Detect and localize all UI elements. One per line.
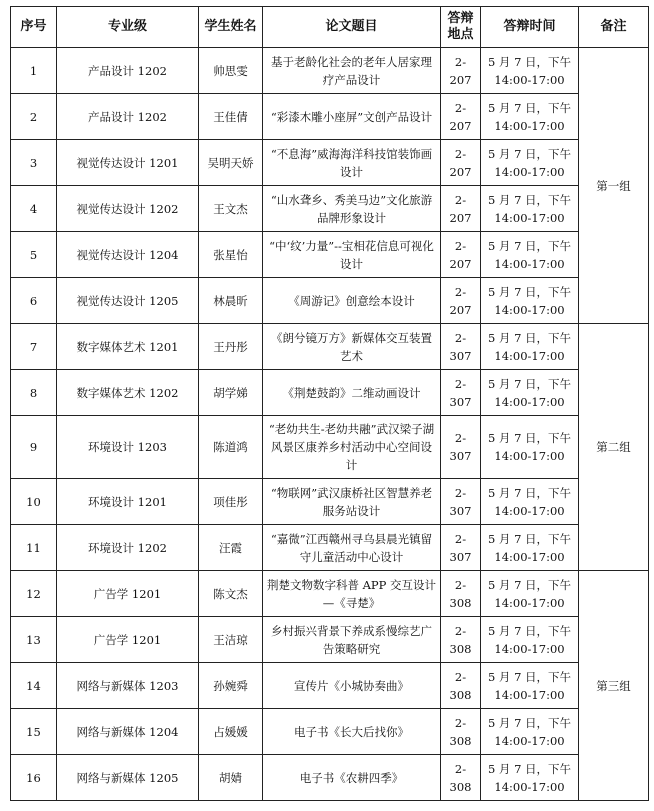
- time-date: 5 月 7 日，下午: [487, 531, 572, 546]
- row-time: [481, 48, 579, 94]
- row-index: 12: [11, 571, 57, 617]
- table-row: [11, 617, 649, 663]
- row-major: 广告学 1201: [57, 617, 199, 663]
- row-title: “老幼共生-老幼共融”武汉梁子湖风景区康养乡村活动中心空间设计: [263, 416, 441, 479]
- row-student: 帅思雯: [199, 48, 263, 94]
- row-title: 电子书《农耕四季》: [263, 755, 441, 801]
- row-title: 荆楚文物数字科普 APP 交互设计—《寻楚》: [263, 571, 441, 617]
- time-date: 5 月 7 日，下午: [487, 669, 572, 684]
- row-student: 王洁琼: [199, 617, 263, 663]
- time-date: 5 月 7 日，下午: [487, 100, 572, 115]
- row-student: 吴明天娇: [199, 140, 263, 186]
- row-time: [481, 370, 579, 416]
- row-room: 2-308: [441, 755, 481, 801]
- table-row: [11, 525, 649, 571]
- row-time: [481, 617, 579, 663]
- time-date: 5 月 7 日，下午: [487, 623, 572, 638]
- time-date: 5 月 7 日，下午: [487, 761, 572, 776]
- row-time: [481, 571, 579, 617]
- row-time: [481, 278, 579, 324]
- row-time: [481, 416, 579, 479]
- time-range: 14:00-17:00: [494, 394, 565, 409]
- row-room: 2-308: [441, 617, 481, 663]
- row-room: 2-207: [441, 48, 481, 94]
- defense-schedule-table: [10, 6, 649, 801]
- row-index: 10: [11, 479, 57, 525]
- row-room: 2-207: [441, 94, 481, 140]
- row-title: “彩漆木雕小座屏”文创产品设计: [263, 94, 441, 140]
- row-title: 宣传片《小城协奏曲》: [263, 663, 441, 709]
- table-row: [11, 416, 649, 479]
- row-student: 孙婉舜: [199, 663, 263, 709]
- row-title: “嘉微”江西赣州寻乌县晨光镇留守儿童活动中心设计: [263, 525, 441, 571]
- row-student: 汪霞: [199, 525, 263, 571]
- row-title: “物联网”武汉康桥社区智慧养老服务站设计: [263, 479, 441, 525]
- row-time: [481, 94, 579, 140]
- row-student: 张星怡: [199, 232, 263, 278]
- row-time: [481, 755, 579, 801]
- time-range: 14:00-17:00: [494, 687, 565, 702]
- time-range: 14:00-17:00: [494, 210, 565, 225]
- row-index: 7: [11, 324, 57, 370]
- row-time: [481, 479, 579, 525]
- table-row: [11, 571, 649, 617]
- table-row: [11, 663, 649, 709]
- row-major: 数字媒体艺术 1201: [57, 324, 199, 370]
- table-row: [11, 278, 649, 324]
- time-date: 5 月 7 日，下午: [487, 146, 572, 161]
- row-room: 2-207: [441, 140, 481, 186]
- time-date: 5 月 7 日，下午: [487, 330, 572, 345]
- row-index: 1: [11, 48, 57, 94]
- row-index: 8: [11, 370, 57, 416]
- table-row: [11, 370, 649, 416]
- table-row: [11, 232, 649, 278]
- time-range: 14:00-17:00: [494, 595, 565, 610]
- row-major: 广告学 1201: [57, 571, 199, 617]
- row-time: [481, 232, 579, 278]
- table-row: [11, 140, 649, 186]
- row-room: 2-307: [441, 479, 481, 525]
- time-date: 5 月 7 日，下午: [487, 238, 572, 253]
- header-student: 学生姓名: [199, 7, 263, 48]
- row-major: 产品设计 1202: [57, 94, 199, 140]
- row-student: 陈文杰: [199, 571, 263, 617]
- row-index: 16: [11, 755, 57, 801]
- row-major: 环境设计 1201: [57, 479, 199, 525]
- header-major: 专业级: [57, 7, 199, 48]
- row-index: 3: [11, 140, 57, 186]
- row-time: [481, 525, 579, 571]
- row-major: 网络与新媒体 1204: [57, 709, 199, 755]
- time-date: 5 月 7 日，下午: [487, 376, 572, 391]
- row-major: 视觉传达设计 1204: [57, 232, 199, 278]
- row-major: 环境设计 1203: [57, 416, 199, 479]
- row-major: 网络与新媒体 1203: [57, 663, 199, 709]
- row-room: 2-307: [441, 416, 481, 479]
- row-major: 网络与新媒体 1205: [57, 755, 199, 801]
- row-title: 乡村振兴背景下养成系慢综艺广告策略研究: [263, 617, 441, 663]
- header-time: 答辩时间: [481, 7, 579, 48]
- time-date: 5 月 7 日，下午: [487, 485, 572, 500]
- row-student: 陈道鸿: [199, 416, 263, 479]
- row-student: 林晨昕: [199, 278, 263, 324]
- time-range: 14:00-17:00: [494, 72, 565, 87]
- table-row: [11, 479, 649, 525]
- row-student: 王文杰: [199, 186, 263, 232]
- row-room: 2-307: [441, 525, 481, 571]
- row-title: “中‘纹’力量”--宝相花信息可视化设计: [263, 232, 441, 278]
- row-index: 14: [11, 663, 57, 709]
- group-label: 第三组: [579, 571, 649, 801]
- row-room: 2-307: [441, 370, 481, 416]
- row-index: 15: [11, 709, 57, 755]
- time-date: 5 月 7 日，下午: [487, 715, 572, 730]
- row-room: 2-308: [441, 709, 481, 755]
- time-date: 5 月 7 日，下午: [487, 54, 572, 69]
- header-room: 答辩地点: [441, 7, 481, 48]
- row-time: [481, 663, 579, 709]
- row-title: 电子书《长大后找你》: [263, 709, 441, 755]
- time-range: 14:00-17:00: [494, 549, 565, 564]
- time-date: 5 月 7 日，下午: [487, 577, 572, 592]
- row-time: [481, 324, 579, 370]
- row-student: 占媛媛: [199, 709, 263, 755]
- row-index: 4: [11, 186, 57, 232]
- row-title: “山水聋乡、秀美马边”文化旅游品牌形象设计: [263, 186, 441, 232]
- row-room: 2-207: [441, 278, 481, 324]
- header-row: [11, 7, 649, 48]
- row-room: 2-308: [441, 571, 481, 617]
- row-major: 视觉传达设计 1202: [57, 186, 199, 232]
- row-major: 环境设计 1202: [57, 525, 199, 571]
- header-note: 备注: [579, 7, 649, 48]
- row-index: 5: [11, 232, 57, 278]
- time-range: 14:00-17:00: [494, 641, 565, 656]
- row-student: 胡婧: [199, 755, 263, 801]
- row-time: [481, 140, 579, 186]
- row-index: 2: [11, 94, 57, 140]
- time-range: 14:00-17:00: [494, 164, 565, 179]
- table-row: [11, 186, 649, 232]
- row-room: 2-207: [441, 232, 481, 278]
- header-index: 序号: [11, 7, 57, 48]
- row-major: 产品设计 1202: [57, 48, 199, 94]
- row-room: 2-307: [441, 324, 481, 370]
- time-range: 14:00-17:00: [494, 449, 565, 463]
- group-label: 第一组: [579, 48, 649, 324]
- time-range: 14:00-17:00: [494, 779, 565, 794]
- time-date: 5 月 7 日，下午: [487, 192, 572, 207]
- row-time: [481, 186, 579, 232]
- row-index: 6: [11, 278, 57, 324]
- group-label: 第二组: [579, 324, 649, 571]
- row-title: 《朗兮镜万方》新媒体交互装置艺术: [263, 324, 441, 370]
- time-range: 14:00-17:00: [494, 503, 565, 518]
- row-title: “不息海”威海海洋科技馆装饰画设计: [263, 140, 441, 186]
- row-major: 数字媒体艺术 1202: [57, 370, 199, 416]
- row-student: 胡学娣: [199, 370, 263, 416]
- time-range: 14:00-17:00: [494, 733, 565, 748]
- time-range: 14:00-17:00: [494, 348, 565, 363]
- row-index: 9: [11, 416, 57, 479]
- row-index: 11: [11, 525, 57, 571]
- table-row: [11, 48, 649, 94]
- time-range: 14:00-17:00: [494, 256, 565, 271]
- row-title: 《周游记》创意绘本设计: [263, 278, 441, 324]
- row-major: 视觉传达设计 1201: [57, 140, 199, 186]
- table-row: [11, 755, 649, 801]
- row-major: 视觉传达设计 1205: [57, 278, 199, 324]
- row-room: 2-207: [441, 186, 481, 232]
- row-room: 2-308: [441, 663, 481, 709]
- row-student: 项佳彤: [199, 479, 263, 525]
- row-time: [481, 709, 579, 755]
- row-title: 基于老龄化社会的老年人居家理疗产品设计: [263, 48, 441, 94]
- row-student: 王丹彤: [199, 324, 263, 370]
- row-index: 13: [11, 617, 57, 663]
- time-date: 5 月 7 日，下午: [487, 431, 572, 445]
- table-row: [11, 709, 649, 755]
- time-range: 14:00-17:00: [494, 118, 565, 133]
- header-title: 论文题目: [263, 7, 441, 48]
- row-title: 《荆楚鼓韵》二维动画设计: [263, 370, 441, 416]
- row-student: 王佳倩: [199, 94, 263, 140]
- time-date: 5 月 7 日，下午: [487, 284, 572, 299]
- table-row: [11, 94, 649, 140]
- table-row: [11, 324, 649, 370]
- time-range: 14:00-17:00: [494, 302, 565, 317]
